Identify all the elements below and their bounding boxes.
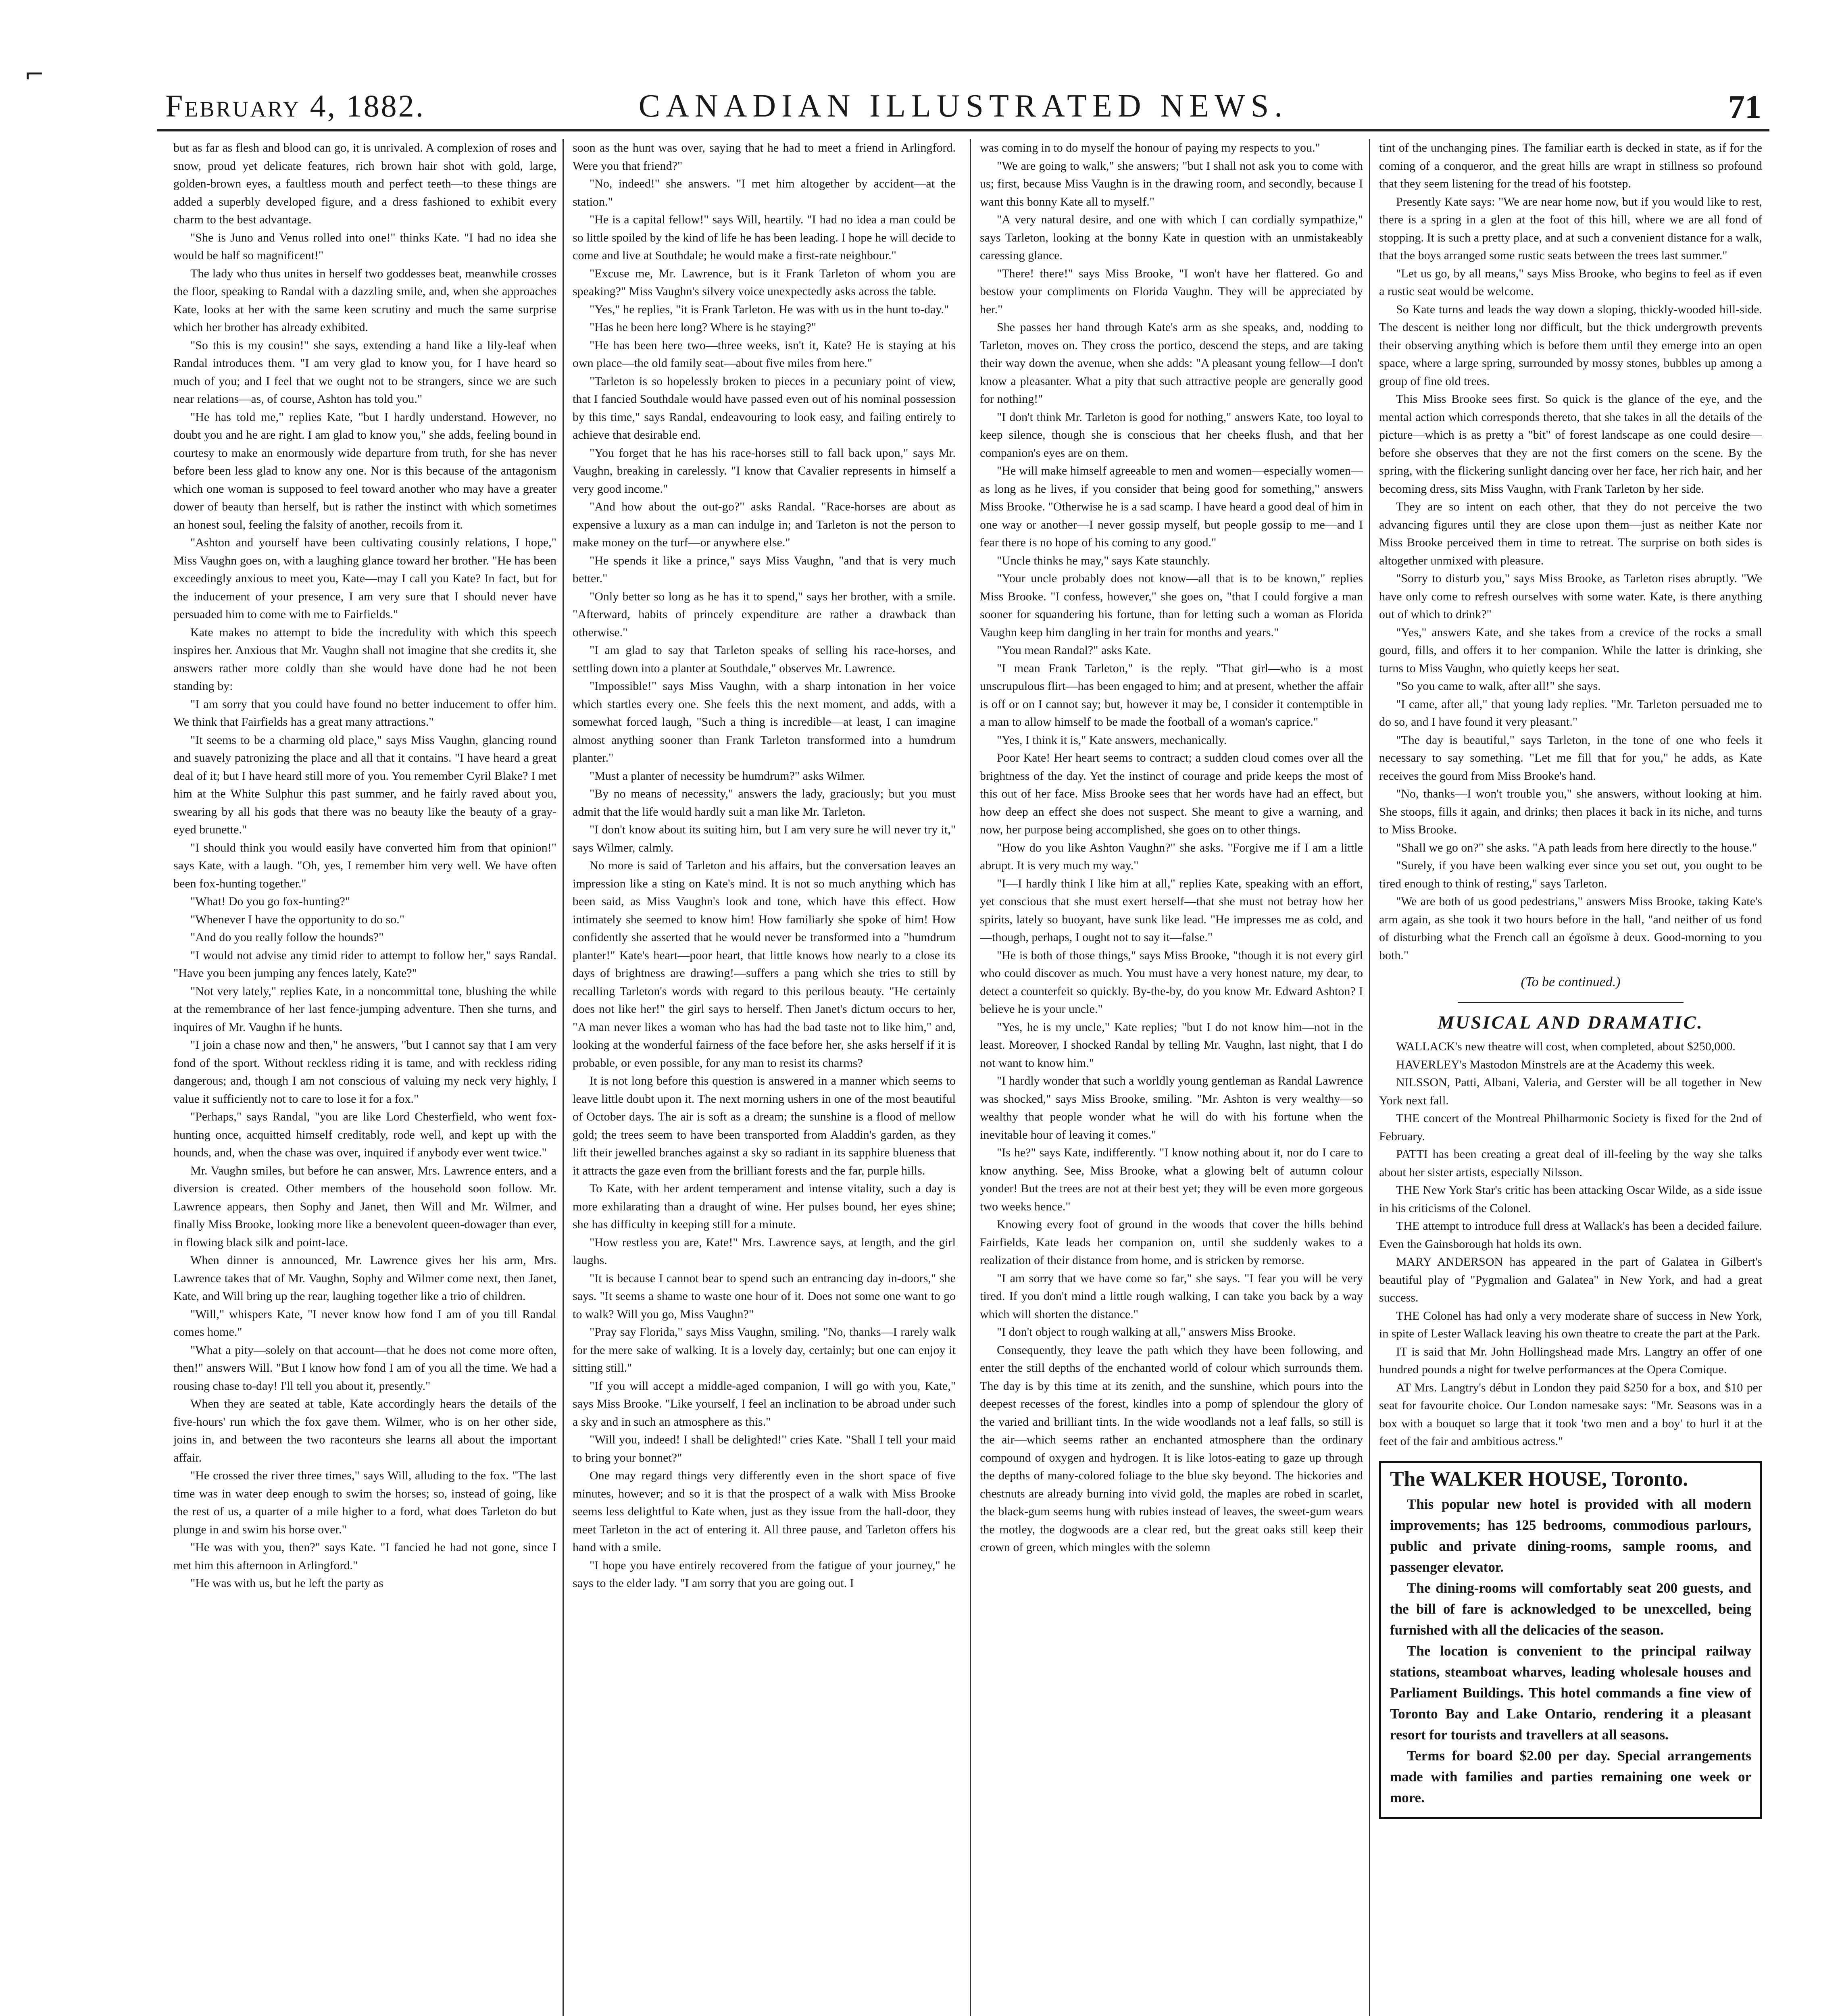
paragraph: PATTI has been creating a great deal of ill-feeling by the way she talks about her sister artists, especially Nilsson. xyxy=(1379,1148,1762,1179)
paragraph: "I don't object to rough walking at all," answers Miss Brooke. xyxy=(997,1325,1296,1339)
paragraph: Knowing every foot of ground in the woods that cover the hills behind Fairfields, Kate leads her companion on, until she suddenly wakes to a realization of their distance from home, and is stricken by remorse. xyxy=(980,1218,1363,1267)
column-1 xyxy=(173,139,556,2016)
paragraph: AT Mrs. Langtry's début in London they paid $250 for a box, and $10 per seat for favourite choice. Our London namesake says: "Mr. Seasons was in a box with a bouquet so large that it took 'two men and a boy' to hurl it at the feet of the fair and ambitious actress." xyxy=(1379,1381,1762,1448)
paragraph: "I don't think Mr. Tarleton is good for nothing," answers Kate, too loyal to keep silence, though she is conscious that her cheeks flush, and that her companion's eyes are on them. xyxy=(980,410,1363,460)
paragraph: "I join a chase now and then," he answers, "but I cannot say that I am very fond of the sport. Without reckless riding it is tame, and with reckless riding dangerous; and, though I am not conscious of valuing my neck very highly, I value it sufficiently not to care to lose it for a fox." xyxy=(173,1038,556,1106)
paragraph: "What a pity—solely on that account—that he does not come more often, then!" answers Will. "But I know how fond I am of you all the time. We had a rousing chase to-day! I'll tell you about it, presently." xyxy=(173,1343,556,1393)
paragraph: "Your uncle probably does not know—all that is to be known," replies Miss Brooke. "I confess, however," she goes on, "that I could forgive a man sooner for squandering his fortune, than for letting such a woman as Florida Vaughn keep him dangling in her train for months and years." xyxy=(980,572,1363,639)
paragraph: soon as the hunt was over, saying that he had to meet a friend in Arlingford. Were you that friend?" xyxy=(573,141,956,173)
paragraph: "Yes, I think it is," Kate answers, mechanically. xyxy=(997,733,1227,747)
paragraph: So Kate turns and leads the way down a sloping, thickly-wooded hill-side. The descent is neither long nor difficult, but the thick undergrowth prevents their observing anything which is before them until they emerge into an open space, where a large spring, surrounded by mossy stones, bubbles up among a group of fine old trees. xyxy=(1379,302,1762,388)
paragraph: "Pray say Florida," says Miss Vaughn, smiling. "No, thanks—I rarely walk for the mere sake of walking. It is a lovely day, certainly; but one can enjoy it sitting still." xyxy=(573,1325,956,1375)
paragraph: THE Colonel has had only a very moderate share of success in New York, in spite of Lester Wallack leaving his own theatre to create the part at the Park. xyxy=(1379,1309,1762,1340)
paragraph: To Kate, with her ardent temperament and intense vitality, such a day is more exhilarating than a draught of wine. Her pulses bound, her eyes shine; she has difficulty in keeping still for a minute. xyxy=(573,1182,956,1231)
column-4 xyxy=(1379,139,1762,2016)
margin-mark: ⌐ xyxy=(24,60,45,89)
walker-house-advert xyxy=(1379,1461,1762,1820)
paragraph: "Yes, he is my uncle," Kate replies; "but I do not know him—not in the least. Moreover, I shocked Randal by telling Mr. Vaughn, last night, that I do not want to know him." xyxy=(980,1020,1363,1070)
paragraph: "Must a planter of necessity be humdrum?" asks Wilmer. xyxy=(590,769,865,783)
paragraph: WALLACK's new theatre will cost, when completed, about $250,000. xyxy=(1396,1040,1736,1053)
issue-date: February 4, 1882. xyxy=(165,88,425,123)
paragraph: "Surely, if you have been walking ever since you set out, you ought to be tired enough to think of resting," says Tarleton. xyxy=(1379,859,1762,890)
paragraph: "Is he?" says Kate, indifferently. "I know nothing about it, nor do I care to know anything. See, Miss Brooke, what a glowing belt of autumn colour yonder! But the trees are not at their best yet; they will be even more gorgeous two weeks hence." xyxy=(980,1146,1363,1213)
paragraph: Mr. Vaughn smiles, but before he can answer, Mrs. Lawrence enters, and a diversion is created. Other members of the household soon follow. Mr. Lawrence appears, then Sophy and Janet, then Will and Mr. Wilmer, and finally Miss Brooke, looking more like a benevolent queen-dowager than ever, in flowing black silk and point-lace. xyxy=(173,1164,556,1249)
paragraph: One may regard things very differently even in the short space of five minutes, however; and so it is that the prospect of a walk with Miss Brooke seems less delightful to Kate when, just as they issue from the hall-door, they meet Tarleton in the act of entering it. All three pause, and Tarleton offers his hand with a smile. xyxy=(573,1469,956,1554)
paragraph: "He will make himself agreeable to men and women—especially women—as long as he lives, if you consider that being good for something," answers Miss Brooke. "Otherwise he is a sad scamp. I have heard a good deal of him in one way or another—I never gossip myself, but people gossip to me—and I fear there is no hope of his coming to any good." xyxy=(980,464,1363,549)
paragraph: "Not very lately," replies Kate, in a noncommittal tone, blushing the while at the remembrance of her last fence-jumping adventure. Then she turns, and inquires of Mr. Vaughn if he hunts. xyxy=(173,984,556,1034)
paragraph: "He has told me," replies Kate, "but I hardly understand. However, no doubt you and he are right. I am glad to know you," she adds, feeling bound in courtesy to make an enormously wide departure from truth, for she has never before been less glad to know any one. Nor is this because of the antagonism which one woman is supposed to feel toward another who may have a greater dower of beauty than herself, but is rather the instinct with which sometimes an honest soul, feeling the falsity of another, recoils from it. xyxy=(173,410,556,531)
paragraph: "Yes," he replies, "it is Frank Tarleton. He was with us in the hunt to-day." xyxy=(590,302,949,316)
paragraph: "Will," whispers Kate, "I never know how fond I am of you till Randal comes home." xyxy=(173,1307,556,1339)
paragraph: "It is because I cannot bear to spend such an entrancing day in-doors," she says. "It seems a shame to waste one hour of it. Does not some one want to go to walk? Will you go, Miss Vaughn?" xyxy=(573,1271,956,1321)
paragraph: "Yes," answers Kate, and she takes from a crevice of the rocks a small gourd, fills, and offers it to her companion. While the latter is drinking, she turns to Miss Vaughn, who quietly keeps her seat. xyxy=(1379,625,1762,675)
paragraph: "Uncle thinks he may," says Kate staunchly. xyxy=(997,554,1210,567)
paragraph: Terms for board $2.00 per day. Special arrangements made with families and parties remaining one week or more. xyxy=(1390,1748,1751,1806)
paragraph: "He is both of those things," says Miss Brooke, "though it is not every girl who could discover as much. You must have a very honest nature, my dear, to detect a counterfeit so quickly. By-the-by, do you know Mr. Edward Ashton? I believe he is your uncle." xyxy=(980,948,1363,1016)
paragraph: "You forget that he has his race-horses still to fall back upon," says Mr. Vaughn, breaking in carelessly. "I know that Cavalier represents in himself a very good income." xyxy=(573,446,956,496)
paragraph: "He crossed the river three times," says Will, alluding to the fox. "The last time was in water deep enough to swim the horses; so, instead of going, like the rest of us, a quarter of a mile higher to a ford, what does Tarleton do but plunge in and swim his horse over." xyxy=(173,1469,556,1536)
paragraph: The dining-rooms will comfortably seat 200 guests, and the bill of fare is acknowledged to be unexcelled, being furnished with all the delicacies of the season. xyxy=(1390,1580,1751,1638)
paragraph: "How restless you are, Kate!" Mrs. Lawrence says, at length, and the girl laughs. xyxy=(573,1235,956,1267)
column-2 xyxy=(573,139,956,2016)
paragraph: "He spends it like a prince," says Miss Vaughn, "and that is very much better." xyxy=(573,554,956,585)
column-divider xyxy=(970,139,971,2016)
paragraph: When dinner is announced, Mr. Lawrence gives her his arm, Mrs. Lawrence takes that of Mr. Vaughn, Sophy and Wilmer come next, then Janet, Kate, and Will bring up the rear, laughing together like a trio of children. xyxy=(173,1254,556,1303)
paragraph: "I am sorry that we have come so far," she says. "I fear you will be very tired. If you don't mind a little rough walking, I can take you back by a way which will shorten the distance." xyxy=(980,1271,1363,1321)
advert-heading: The WALKER HOUSE, Toronto. xyxy=(1390,1467,1688,1491)
paragraph: "He was with us, but he left the party as xyxy=(190,1577,383,1590)
paragraph: "Impossible!" says Miss Vaughn, with a sharp intonation in her voice which startles every one. She feels this the next moment, and adds, with a somewhat forced laugh, "Such a thing is incredible—at least, I can imagine almost anything sooner than Frank Tarleton transformed into a humdrum planter." xyxy=(573,679,956,764)
paragraph: No more is said of Tarleton and his affairs, but the conversation leaves an impression like a sting on Kate's mind. It is not so much anything which has been said, as Miss Vaughn's look and tone, which have this effect. How intimately she seemed to know him! How familiarly she spoke of him! How confidently she asserted that he would never be transformed into a "humdrum planter!" Kate's heart—poor heart, that little knows how nearly to a close its days of brightness are drawing!—suffers a pang which she tries to still by recalling Tarleton's words with regard to this perilous beauty. "He certainly does not like her!" the girl says to herself. Then Janet's dictum occurs to her, "A man never likes a woman who has had the bad taste not to like him," and, looking at the wonderful fairness of the face before her, she asks herself if it is probable, or even possible, for any man to resist its charms? xyxy=(573,859,956,1070)
paragraph: "Will you, indeed! I shall be delighted!" cries Kate. "Shall I tell your maid to bring your bonnet?" xyxy=(573,1433,956,1464)
paragraph: Kate makes no attempt to bide the incredulity with which this speech inspires her. Anxious that Mr. Vaughn shall not imagine that she credits it, she answers rather more coldly than she would have done had he not been standing by: xyxy=(173,625,556,693)
paragraph: THE New York Star's critic has been attacking Oscar Wilde, as a side issue in his criticisms of the Colonel. xyxy=(1379,1183,1762,1215)
paragraph: This Miss Brooke sees first. So quick is the glance of the eye, and the mental action which corresponds thereto, that she takes in all the details of the picture—which is as pretty a "bit" of forest landscape as one could desire—before she observes that they are not the first comers on the scene. By the spring, with the flickering sunlight dancing over her face, her rich hair, and her becoming dress, sits Miss Vaughn, with Frank Tarleton by her side. xyxy=(1379,392,1762,496)
paragraph: "I would not advise any timid rider to attempt to follow her," says Randal. "Have you been jumping any fences lately, Kate?" xyxy=(173,948,556,980)
paragraph: "By no means of necessity," answers the lady, graciously; but you must admit that the life would hardly suit a man like Mr. Tarleton. xyxy=(573,787,956,818)
paragraph: HAVERLEY's Mastodon Minstrels are at the Academy this week. xyxy=(1396,1058,1715,1071)
paragraph: "So this is my cousin!" she says, extending a hand like a lily-leaf when Randal introduces them. "I am very glad to know you, for I have heard so much of you; and I feel that we ought not to be strangers, since we are such near relations—as, of course, Ashton has told you." xyxy=(173,338,556,406)
page-number: 71 xyxy=(1728,88,1761,125)
paragraph: THE concert of the Montreal Philharmonic Society is fixed for the 2nd of February. xyxy=(1379,1112,1762,1143)
section-rule xyxy=(1458,1002,1684,1003)
paragraph: Presently Kate says: "We are near home now, but if you would like to rest, there is a spring in a glen at the foot of this hill, where we are all fond of stopping. It is such a pretty place, and at such a convenient distance for a walk, that the boys arranged some rustic seats between the trees last summer." xyxy=(1379,195,1762,262)
paragraph: "A very natural desire, and one with which I can cordially sympathize," says Tarleton, looking at the bonny Kate in question with an unmistakeably caressing glance. xyxy=(980,213,1363,262)
story-ending xyxy=(1379,139,1762,964)
paragraph: "I mean Frank Tarleton," is the reply. "That girl—who is a most unscrupulous flirt—has been engaged to him; and at present, whether the affair is off or on I cannot say; but, however it may be, I consider it contemptible in a man to allow himself to be made the football of a woman's caprice." xyxy=(980,661,1363,729)
paragraph: "Let us go, by all means," says Miss Brooke, who begins to feel as if even a rustic seat would be welcome. xyxy=(1379,267,1762,298)
column-divider xyxy=(563,139,564,2016)
paragraph: "And do you really follow the hounds?" xyxy=(190,931,384,944)
paragraph: When they are seated at table, Kate accordingly hears the details of the five-hours' run which the fox gave them. Wilmer, who is on her other side, joins in, and between the two raconteurs she learns all about the important affair. xyxy=(173,1397,556,1464)
paragraph: "The day is beautiful," says Tarleton, in the tone of one who feels it necessary to say something. "Let me fill that for you," he adds, as Kate receives the gourd from Miss Brooke's hand. xyxy=(1379,733,1762,783)
paragraph: "Whenever I have the opportunity to do so." xyxy=(190,912,405,926)
advert-body xyxy=(1390,1494,1751,1808)
paragraph: "He has been here two—three weeks, isn't it, Kate? He is staying at his own place—the old family seat—about five miles from here." xyxy=(573,338,956,370)
paragraph: "He was with you, then?" says Kate. "I fancied he had not gone, since I met him this afternoon in Arlingford." xyxy=(173,1541,556,1572)
paragraph: "Has he been here long? Where is he staying?" xyxy=(590,321,817,334)
paragraph: The location is convenient to the principal railway stations, steamboat wharves, leading wholesale houses and Parliament Buildings. This hotel commands a fine view of Toronto Bay and Lake Ontario, rendering it a pleasant resort for tourists and travellers at all seasons. xyxy=(1390,1643,1751,1743)
paragraph: "Sorry to disturb you," says Miss Brooke, as Tarleton rises abruptly. "We have only come to refresh ourselves with some water. Kate, is there anything out of which to drink?" xyxy=(1379,572,1762,621)
paragraph: She passes her hand through Kate's arm as she speaks, and, nodding to Tarleton, moves on. They cross the portico, descend the steps, and are taking their way down the avenue, when she adds: "A pleasant young fellow—I don't know a pleasanter. What a pity that such attractive people are generally good for nothing!" xyxy=(980,321,1363,406)
paragraph: "No, thanks—I won't trouble you," she answers, without looking at him. She stoops, fills it again, and drinks; then places it back in its niche, and turns to Miss Brooke. xyxy=(1379,787,1762,836)
paragraph: "If you will accept a middle-aged companion, I will go with you, Kate," says Miss Brooke. "Like yourself, I feel an inclination to be abroad under such a sky and in such an atmosphere as this." xyxy=(573,1379,956,1429)
paragraph: Poor Kate! Her heart seems to contract; a sudden cloud comes over all the brightness of the day. Yet the instinct of courage and pride keeps the most of this out of her face. Miss Brooke sees that her words have had an effect, but how deep an effect she does not suspect. She meant to give a warning, and now, her purpose being accomplished, she goes on to other things. xyxy=(980,751,1363,836)
paragraph: THE attempt to introduce full dress at Wallack's has been a decided failure. Even the Gainsborough hat holds its own. xyxy=(1379,1219,1762,1251)
musical-dramatic-items xyxy=(1379,1038,1762,1451)
paragraph: "So you came to walk, after all!" she says. xyxy=(1396,679,1601,693)
paragraph: "I am sorry that you could have found no better inducement to offer him. We think that Fairfields has a great many attractions." xyxy=(173,697,556,729)
newspaper-title: CANADIAN ILLUSTRATED NEWS. xyxy=(638,88,1288,124)
paragraph: "I hardly wonder that such a worldly young gentleman as Randal Lawrence was shocked," says Miss Brooke, smiling. "Mr. Ashton is very wealthy—so wealthy that people wonder what he will do with his fortune when the inevitable hour of leaving it comes." xyxy=(980,1074,1363,1141)
paragraph: Consequently, they leave the path which they have been following, and enter the still depths of the enchanted world of colour which surrounds them. The day is by this time at its zenith, and the sunshine, which pours into the deepest recesses of the forest, kindles into a pomp of splendour the glory of the varied and brilliant tints. In the wide woodlands not a leaf falls, so still is the air—which seems rather an enchanted atmosphere than the ordinary compound of oxygen and hydrogen. It is like lotos-eating to gaze up through the depths of many-colored foliage to the blue sky beyond. The hickories and chestnuts are already burning into vivid gold, the maples are robed in scarlet, the black-gum seems hung with rubies instead of leaves, the sweet-gum wears the motley, the dogwoods are a clear red, but the great oaks still keep their crown of green, which mingles with the solemn xyxy=(980,1343,1363,1554)
paragraph: but as far as flesh and blood can go, it is unrivaled. A complexion of roses and snow, proud yet delicate features, rich brown hair shot with gold, large, golden-brown eyes, a faultless mouth and perfect teeth—to these things are added a superbly developed figure, and a dress fashioned to exhibit every charm to the best advantage. xyxy=(173,141,556,226)
paragraph: "Only better so long as he has it to spend," says her brother, with a smile. "Afterward, habits of princely expenditure are rather a drawback than otherwise." xyxy=(573,589,956,639)
paragraph: "You mean Randal?" asks Kate. xyxy=(997,644,1151,657)
paragraph: was coming in to do myself the honour of paying my respects to you." xyxy=(980,141,1320,154)
paragraph: "We are both of us good pedestrians," answers Miss Brooke, taking Kate's arm again, as she took it two hours before in the hall, "and neither of us fond of disturbing what the French call an égoïsme à deux. Good-morning to you both." xyxy=(1379,895,1762,962)
paragraph: "There! there!" says Miss Brooke, "I won't have her flattered. Go and bestow your compliments on Florida Vaughn. They will be appreciated by her." xyxy=(980,267,1363,316)
paragraph: "She is Juno and Venus rolled into one!" thinks Kate. "I had no idea she would be half so magnificent!" xyxy=(173,231,556,262)
paragraph: "Tarleton is so hopelessly broken to pieces in a pecuniary point of view, that I fancied Southdale would have passed even out of his nominal possession by this time," says Randal, endeavouring to look easy, and failing entirely to achieve that desirable end. xyxy=(573,374,956,442)
paragraph: "Shall we go on?" she asks. "A path leads from here directly to the house." xyxy=(1396,841,1757,854)
paragraph: "How do you like Ashton Vaughn?" she asks. "Forgive me if I am a little abrupt. It is very much my way." xyxy=(980,841,1363,872)
paragraph: "He is a capital fellow!" says Will, heartily. "I had no idea a man could be so little spoiled by the kind of life he has been leading. I hope he will decide to come and live at Southdale; he would make a first-rate neighbour." xyxy=(573,213,956,262)
paragraph: "I am glad to say that Tarleton speaks of selling his race-horses, and settling down into a planter at Southdale," observes Mr. Lawrence. xyxy=(573,644,956,675)
column-3 xyxy=(980,139,1363,2016)
paragraph: MARY ANDERSON has appeared in the part of Galatea in Gilbert's beautiful play of "Pygmalion and Galatea" in New York, and had a great success. xyxy=(1379,1255,1762,1304)
paragraph: "I—I hardly think I like him at all," replies Kate, speaking with an effort, yet conscious that she must exert herself—that she must not betray how her spirits, lately so buoyant, have sunk like lead. "He impresses me as cold, and—though, perhaps, I ought not to say it—false." xyxy=(980,877,1363,944)
paragraph: "We are going to walk," she answers; "but I shall not ask you to come with us; first, because Miss Vaughn is in the drawing room, and secondly, because I want this bonny Kate all to myself." xyxy=(980,159,1363,208)
paragraph: NILSSON, Patti, Albani, Valeria, and Gerster will be all together in New York next fall. xyxy=(1379,1076,1762,1107)
musical-dramatic-heading: MUSICAL AND DRAMATIC. xyxy=(1438,1012,1704,1033)
paragraph: The lady who thus unites in herself two goddesses beat, meanwhile crosses the floor, speaking to Randal with a dazzling smile, and, when she approaches Kate, looks at her with the same keen scrutiny and much the same surprise which her brother has already exhibited. xyxy=(173,267,556,334)
paragraph: "No, indeed!" she answers. "I met him altogether by accident—at the station." xyxy=(573,177,956,208)
to-be-continued: (To be continued.) xyxy=(1521,975,1621,989)
paragraph: It is not long before this question is answered in a manner which seems to leave little doubt upon it. The next morning ushers in one of the most beautiful of October days. The air is soft as a dream; the sunshine is a flood of mellow gold; the trees seem to have been transported from Aladdin's garden, as they lift their jewelled branches against a sky so radiant in its sapphire blueness that it attracts the gaze even from the brilliant forests and the far, purple hills. xyxy=(573,1074,956,1177)
paragraph: IT is said that Mr. John Hollingshead made Mrs. Langtry an offer of one hundred pounds a night for twelve performances at the Opera Comique. xyxy=(1379,1345,1762,1376)
masthead xyxy=(157,81,1769,131)
paragraph: "What! Do you go fox-hunting?" xyxy=(190,895,350,908)
paragraph: They are so intent on each other, that they do not perceive the two advancing figures until they are close upon them—just as neither Kate nor Miss Brooke perceived them in time to retreat. The surprise on both sides is altogether unmixed with pleasure. xyxy=(1379,500,1762,567)
paragraph: "Excuse me, Mr. Lawrence, but is it Frank Tarleton of whom you are speaking?" Miss Vaughn's silvery voice unexpectedly asks across the table. xyxy=(573,267,956,298)
paragraph: tint of the unchanging pines. The familiar earth is decked in state, as if for the coming of a conqueror, and the great hills are wrapt in stillness so profound that they seem listening for the tread of his footstep. xyxy=(1379,141,1762,190)
paragraph: This popular new hotel is provided with all modern improvements; has 125 bedrooms, commodious parlours, public and private dining-rooms, sample rooms, and passenger elevator. xyxy=(1390,1496,1751,1575)
paragraph: "Perhaps," says Randal, "you are like Lord Chesterfield, who went fox-hunting once, acquitted himself creditably, rode well, and kept up with the hounds, and, when the chase was over, inquired if anybody ever went twice." xyxy=(173,1110,556,1159)
paragraph: "It seems to be a charming old place," says Miss Vaughn, glancing round and suavely patronizing the place and all that it contains. "I have heard a great deal of it; but I have heard still more of you. You remember Cyril Blake? I met him at the White Sulphur this past summer, and he fairly raved about you, swearing by all his gods that there was no beauty like the beauty of a gray-eyed brunette." xyxy=(173,733,556,836)
column-divider xyxy=(1369,139,1370,2016)
paragraph: "I don't know about its suiting him, but I am very sure he will never try it," says Wilmer, calmly. xyxy=(573,823,956,854)
paragraph: "Ashton and yourself have been cultivating cousinly relations, I hope," Miss Vaughn goes on, with a laughing glance toward her brother. "He has been exceedingly anxious to meet you, Kate—may I call you Kate? In fact, but for the inducement of your presence, I am very sure that I should never have persuaded him to come with me to Fairfields." xyxy=(173,536,556,621)
paragraph: "I should think you would easily have converted him from that opinion!" says Kate, with a laugh. "Oh, yes, I remember him very well. We have often been fox-hunting together." xyxy=(173,841,556,890)
paragraph: "I came, after all," that young lady replies. "Mr. Tarleton persuaded me to do so, and I have found it very pleasant." xyxy=(1379,697,1762,729)
paragraph: "I hope you have entirely recovered from the fatigue of your journey," he says to the elder lady. "I am sorry that you are going out. I xyxy=(573,1558,956,1590)
paragraph: "And how about the out-go?" asks Randal. "Race-horses are about as expensive a luxury as a man can indulge in; and Tarleton is not the person to make money on the turf—or anywhere else." xyxy=(573,500,956,549)
